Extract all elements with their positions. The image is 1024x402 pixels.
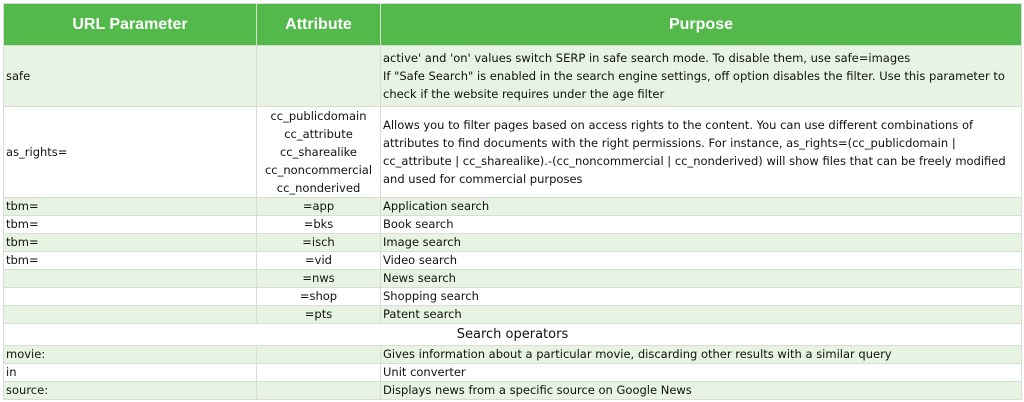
purpose-line: active' and 'on' values switch SERP in safe search mode. To disable them, use safe=images xyxy=(383,51,911,65)
purpose-line: If "Safe Search" is enabled in the search engine settings, off option disables the filter. Use this parameter to xyxy=(383,69,1005,83)
purpose-cell: Displays news from a specific source on Google News xyxy=(381,382,1022,400)
param-cell: tbm= xyxy=(4,234,257,252)
param-cell xyxy=(4,270,257,288)
table-row xyxy=(4,216,1022,234)
section-title: Search operators xyxy=(4,324,1022,346)
attribute-cell: =shop xyxy=(257,288,381,306)
purpose-cell: Book search xyxy=(381,216,1022,234)
attribute-cell xyxy=(257,46,381,107)
header-purpose: Purpose xyxy=(381,4,1022,46)
purpose-cell xyxy=(381,46,1022,107)
attribute-cell xyxy=(257,364,381,382)
param-cell: safe xyxy=(4,46,257,107)
attribute-cell: =pts xyxy=(257,306,381,324)
table-row xyxy=(4,288,1022,306)
attribute-cell: =nws xyxy=(257,270,381,288)
attribute-line: cc_attribute xyxy=(284,127,353,141)
table-row xyxy=(4,252,1022,270)
table-row xyxy=(4,364,1022,382)
attribute-cell xyxy=(257,346,381,364)
table-row xyxy=(4,346,1022,364)
purpose-cell: Gives information about a particular movie, discarding other results with a similar query xyxy=(381,346,1022,364)
attribute-line: cc_publicdomain xyxy=(270,109,367,123)
purpose-cell: Shopping search xyxy=(381,288,1022,306)
purpose-line: cc_attribute | cc_sharealike).-(cc_noncommercial | cc_nonderived) will show files that can be freely modified xyxy=(383,154,1006,168)
section-header-row xyxy=(4,324,1022,346)
purpose-cell: Video search xyxy=(381,252,1022,270)
table-row xyxy=(4,382,1022,400)
table-row xyxy=(4,306,1022,324)
param-cell xyxy=(4,288,257,306)
attribute-cell: =app xyxy=(257,198,381,216)
param-cell: tbm= xyxy=(4,216,257,234)
purpose-cell xyxy=(381,107,1022,198)
purpose-line: and used for commercial purposes xyxy=(383,172,583,186)
purpose-line: Allows you to filter pages based on access rights to the content. You can use different combinations of xyxy=(383,118,974,132)
purpose-line: check if the website requires under the age filter xyxy=(383,87,665,101)
param-cell: movie: xyxy=(4,346,257,364)
param-cell xyxy=(4,306,257,324)
parameter-table-container xyxy=(3,3,1021,400)
purpose-cell: Unit converter xyxy=(381,364,1022,382)
header-row xyxy=(4,4,1022,46)
param-cell: tbm= xyxy=(4,252,257,270)
purpose-cell: Application search xyxy=(381,198,1022,216)
purpose-cell: Patent search xyxy=(381,306,1022,324)
attribute-line: cc_nonderived xyxy=(276,181,361,195)
attribute-cell: =vid xyxy=(257,252,381,270)
table-row xyxy=(4,234,1022,252)
header-attribute: Attribute xyxy=(257,4,381,46)
attribute-line: cc_noncommercial xyxy=(264,163,373,177)
param-cell: as_rights= xyxy=(4,107,257,198)
purpose-cell: News search xyxy=(381,270,1022,288)
purpose-line: attributes to find documents with the right permissions. For instance, as_rights=(cc_publicdomain | xyxy=(383,136,956,150)
url-parameter-table xyxy=(3,3,1022,400)
table-row xyxy=(4,46,1022,107)
attribute-cell xyxy=(257,107,381,198)
attribute-cell xyxy=(257,382,381,400)
attribute-cell: =bks xyxy=(257,216,381,234)
attribute-cell: =isch xyxy=(257,234,381,252)
table-row xyxy=(4,270,1022,288)
purpose-cell: Image search xyxy=(381,234,1022,252)
param-cell: source: xyxy=(4,382,257,400)
table-row xyxy=(4,198,1022,216)
table-row xyxy=(4,107,1022,198)
attribute-line: cc_sharealike xyxy=(279,145,358,159)
param-cell: tbm= xyxy=(4,198,257,216)
header-url-parameter: URL Parameter xyxy=(4,4,257,46)
param-cell: in xyxy=(4,364,257,382)
